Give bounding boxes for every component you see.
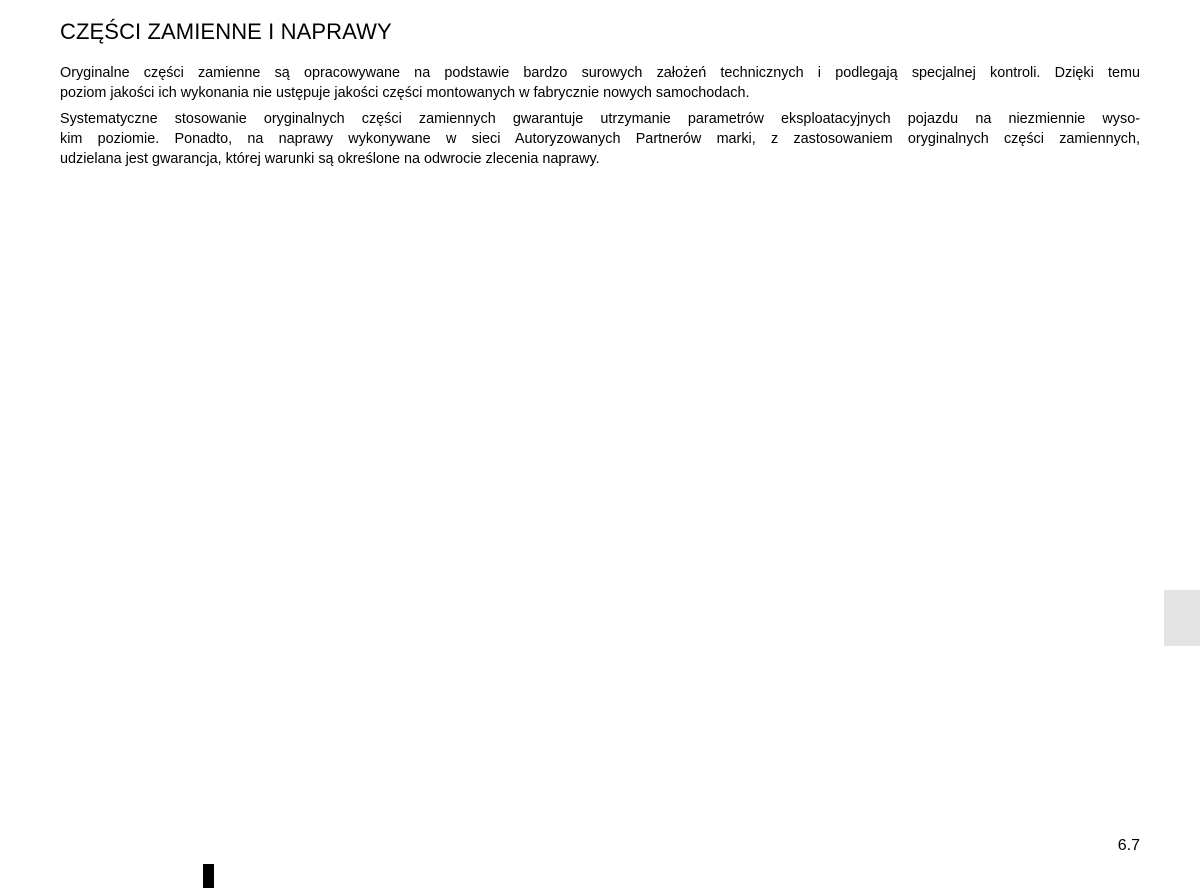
paragraph-line: udzielana jest gwarancja, której warunki są określone na odwrocie zlecenia naprawy. xyxy=(60,151,600,167)
paragraph-systematic-use xyxy=(60,109,1140,169)
chapter-side-tab xyxy=(1164,590,1200,646)
paragraph-line: poziom jakości ich wykonania nie ustępuje jakości części montowanych w fabrycznie nowych samochodach. xyxy=(60,85,750,101)
page-title: CZĘŚCI ZAMIENNE I NAPRAWY xyxy=(60,19,392,44)
print-crop-mark xyxy=(203,864,214,888)
paragraph-line: Oryginalne części zamienne są opracowywane na podstawie bardzo surowych założeń technicznych i podlegają specjalnej kontroli. Dzięki temu xyxy=(60,65,1140,81)
paragraph-line: kim poziomie. Ponadto, na naprawy wykonywane w sieci Autoryzowanych Partnerów marki, z zastosowaniem oryginalnych części zamiennych, xyxy=(60,131,1140,147)
paragraph-original-parts xyxy=(60,63,1140,103)
page-number: 6.7 xyxy=(1117,837,1140,854)
paragraph-line: Systematyczne stosowanie oryginalnych części zamiennych gwarantuje utrzymanie parametrów eksploatacyjnych pojazdu na niezmiennie wyso- xyxy=(60,111,1140,127)
